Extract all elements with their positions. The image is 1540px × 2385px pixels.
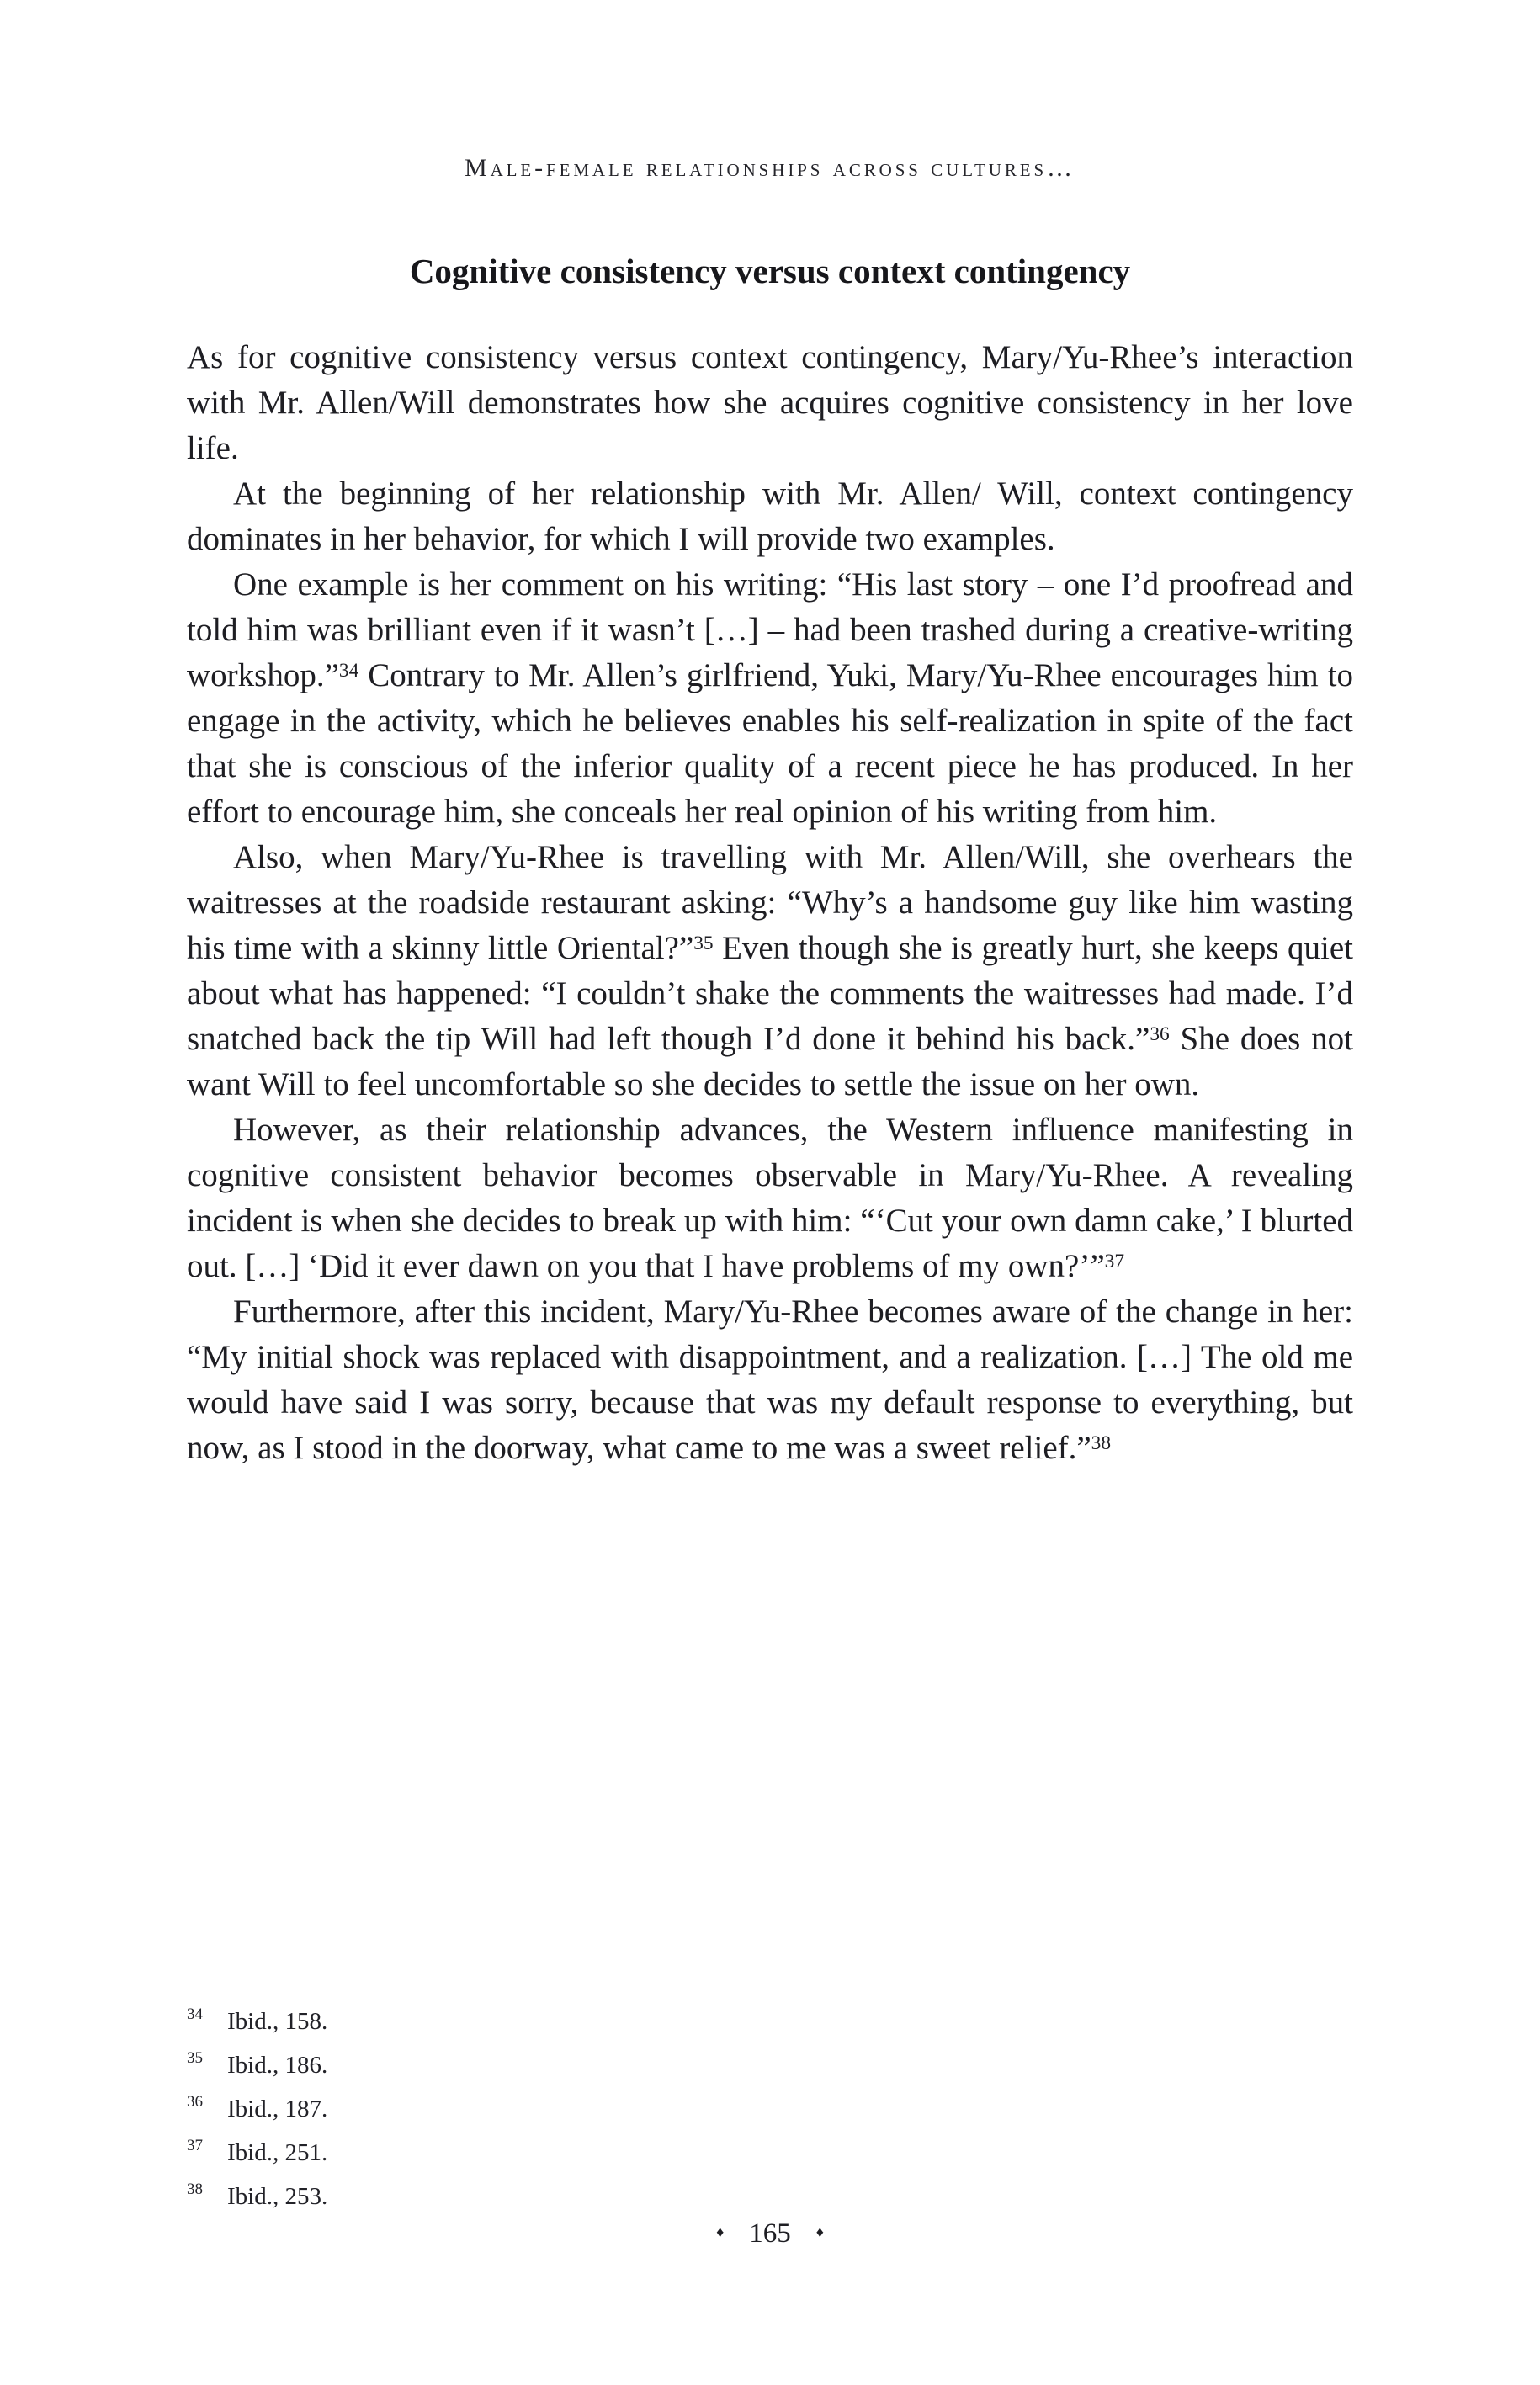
footnote-number: 37 [187, 2137, 203, 2154]
page-number: 165 [749, 2218, 791, 2249]
footnote [187, 2127, 1353, 2171]
paragraph: One example is her comment on his writing: “His last story – one I’d proofread and told him was brilliant even if it wasn’t […] – had been trashed during a creative-writing workshop.”$^{34}$ Contrary to Mr. Allen’s girlfriend, Yuki, Mary/Yu-Rhee encourages him to engage in the activity, which he believes enables his self-realization in spite of the fact that she is conscious of the inferior quality of a recent piece he has produced. In her effort to encourage him, she conceals her real opinion of his writing from him. [187, 566, 1353, 830]
paragraph: As for cognitive consistency versus context contingency, Mary/Yu-Rhee’s interaction with Mr. Allen/Will demonstrates how she acquires cognitive consistency in her love life. [187, 339, 1353, 466]
paragraph: At the beginning of her relationship with Mr. Allen/ Will, context contingency dominates in her behavior, for which I will provide two examples. [187, 475, 1353, 557]
body-paragraphs [187, 335, 1353, 1471]
footnote [187, 2040, 1353, 2084]
footnote [187, 2171, 1353, 2215]
footnote [187, 2084, 1353, 2127]
footnote-text: Ibid., 251. [227, 2139, 328, 2166]
footnote-marker: 38 [1091, 1432, 1112, 1455]
paragraph: Also, when Mary/Yu-Rhee is travelling with Mr. Allen/Will, she overhears the waitresses at the roadside restaurant asking: “Why’s a handsome guy like him wasting his time with a skinny little Oriental?”$^{35}$ Even though she is greatly hurt, she keeps quiet about what has happened: “I couldn’t shake the comments the waitresses had made. I’d snatched back the tip Will had left though I’d done it behind his back.”$^{36}$ She does not want Will to feel uncomfortable so she decides to settle the issue on her own. [187, 839, 1353, 1102]
footnotes-list [187, 1996, 1353, 2215]
footnote-number: 34 [187, 2005, 203, 2023]
paragraph: Furthermore, after this incident, Mary/Yu-Rhee becomes aware of the change in her: “My initial shock was replaced with disappointment, and a realization. […] The old me would have said I was sorry, because that was my default response to everything, but now, as I stood in the doorway, what came to me was a sweet relief.”$^{38}$ [187, 1293, 1353, 1466]
footnote-text: Ibid., 187. [227, 2096, 328, 2122]
footnote-text: Ibid., 158. [227, 2008, 328, 2035]
footnote-marker: 34 [338, 660, 359, 683]
footnote-number: 35 [187, 2049, 203, 2067]
footnote [187, 1996, 1353, 2040]
section-heading: Cognitive consistency versus context contingency [409, 252, 1131, 290]
diamond-ornament-left-icon: ♦ [716, 2223, 725, 2240]
diamond-ornament-right-icon: ♦ [815, 2223, 824, 2240]
paragraph: However, as their relationship advances, the Western influence manifesting in cognitive consistent behavior becomes observable in Mary/Yu-Rhee. A revealing incident is when she decides to break up with him: “‘Cut your own damn cake,’ I blurted out. […] ‘Did it ever dawn on you that I have problems of my own?’”$^{37}$ [187, 1112, 1353, 1284]
footnote-marker: 35 [693, 932, 714, 955]
footnote-number: 38 [187, 2180, 203, 2198]
page-number-row [0, 2218, 1540, 2250]
running-header: Male-female relationships across cultures… [465, 154, 1075, 182]
footnote-text: Ibid., 253. [227, 2183, 328, 2210]
footnote-marker: 36 [1150, 1023, 1170, 1046]
footnote-text: Ibid., 186. [227, 2052, 328, 2079]
footnote-marker: 37 [1104, 1251, 1125, 1273]
footnote-number: 36 [187, 2093, 203, 2111]
